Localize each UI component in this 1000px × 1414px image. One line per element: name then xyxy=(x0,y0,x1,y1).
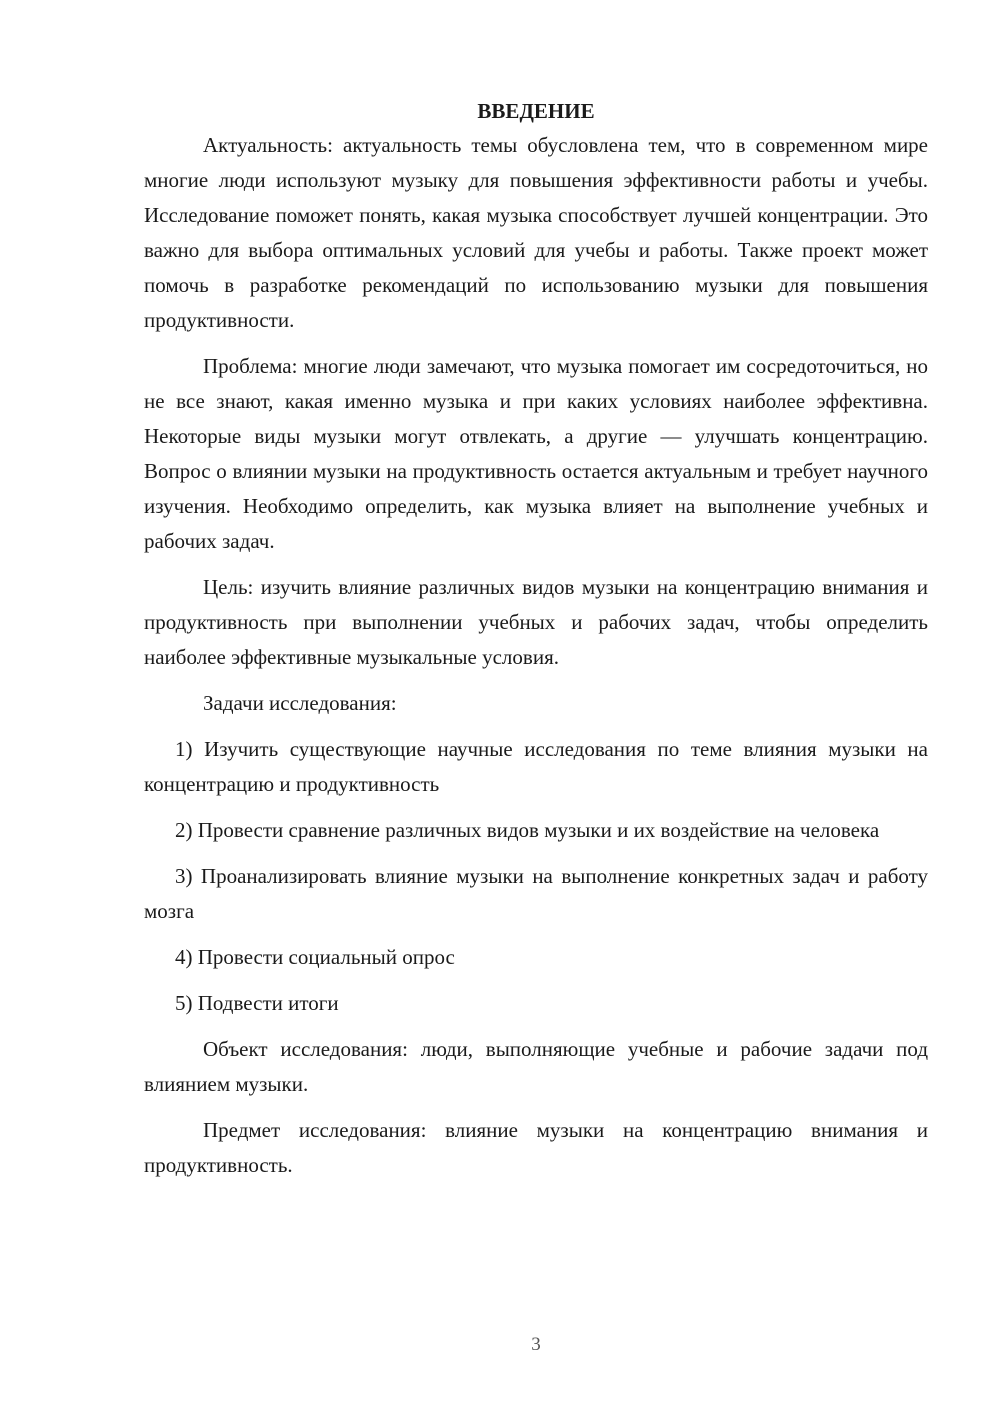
task-item-5: 5) Подвести итоги xyxy=(175,991,339,1015)
document-page xyxy=(144,94,928,1183)
paragraph-goal: Цель: изучить влияние различных видов музыки на концентрацию внимания и продуктивность при выполнении учебных и рабочих задач, чтобы определить наиболее эффективные музыкальные условия. xyxy=(144,575,928,669)
spacer xyxy=(144,721,928,732)
spacer xyxy=(144,1021,928,1032)
spacer xyxy=(144,559,928,570)
spacer xyxy=(144,1102,928,1113)
task-item-4: 4) Провести социальный опрос xyxy=(175,945,455,969)
paragraph-tasks-heading: Задачи исследования: xyxy=(203,691,397,715)
spacer xyxy=(144,675,928,686)
spacer xyxy=(144,975,928,986)
paragraph-object: Объект исследования: люди, выполняющие учебные и рабочие задачи под влиянием музыки. xyxy=(144,1037,928,1096)
task-item-3: 3) Проанализировать влияние музыки на выполнение конкретных задач и работу мозга xyxy=(144,864,928,923)
spacer xyxy=(144,929,928,940)
spacer xyxy=(144,848,928,859)
paragraph-problem: Проблема: многие люди замечают, что музыка помогает им сосредоточиться, но не все знают, какая именно музыка и при каких условиях наиболее эффективна. Некоторые виды музыки могут отвлекать, а другие — улучшать концентрацию. Вопрос о влиянии музыки на продуктивность остается актуальным и требует научного изучения. Необходимо определить, как музыка влияет на выполнение учебных и рабочих задач. xyxy=(144,354,928,553)
paragraph-subject: Предмет исследования: влияние музыки на концентрацию внимания и продуктивность. xyxy=(144,1118,928,1177)
paragraph-relevance: Актуальность: актуальность темы обусловлена тем, что в современном мире многие люди используют музыку для повышения эффективности работы и учебы. Исследование поможет понять, какая музыка способствует лучшей концентрации. Это важно для выбора оптимальных условий для учебы и работы. Также проект может помочь в разработке рекомендаций по использованию музыки для повышения продуктивности. xyxy=(144,133,928,332)
spacer xyxy=(144,338,928,349)
task-item-1: 1) Изучить существующие научные исследования по теме влияния музыки на концентрацию и продуктивность xyxy=(144,737,928,796)
spacer xyxy=(144,802,928,813)
page-number: 3 xyxy=(531,1334,541,1355)
page-title: ВВЕДЕНИЕ xyxy=(477,99,595,123)
task-item-2: 2) Провести сравнение различных видов музыки и их воздействие на человека xyxy=(175,818,880,842)
